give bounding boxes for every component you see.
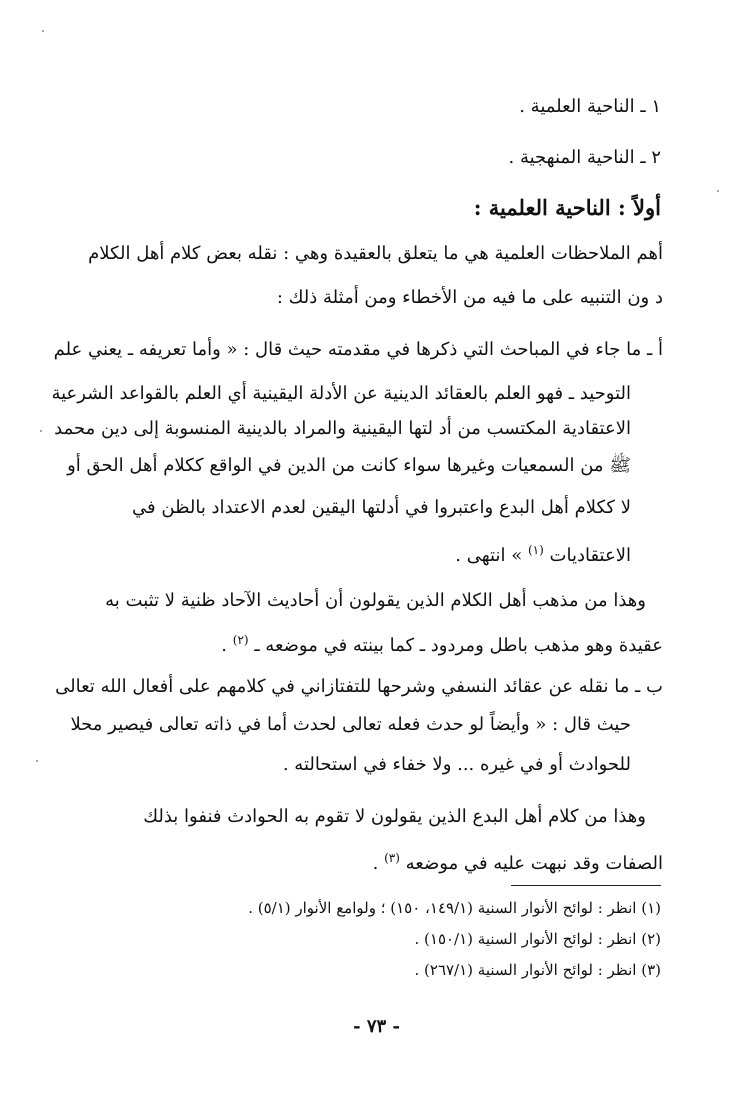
line-text: عقيدة وهو مذهب باطل ومردود ـ كما بينته في موضعه ـ [254, 635, 663, 656]
scan-speck [42, 30, 44, 32]
page-number: - ٧٣ - [353, 1016, 400, 1037]
paragraph-line: أهم الملاحظات العلمية هي ما يتعلق بالعقيدة وهي : نقله بعض كلام أهل الكلام [88, 243, 663, 264]
section-heading: أولاً : الناحية العلمية : [473, 195, 661, 220]
footnote-1: (١) انظر : لوائح الأنوار السنية (١٤٩/١، ١٥٠) ؛ ولوامع الأنوار (٥/١) . [248, 899, 661, 917]
paragraph-line: الاعتقادية المكتسب من أد لتها اليقينية والمراد بالدينية المنسوبة إلى دين محمد [54, 418, 631, 439]
scan-speck [36, 760, 38, 762]
paragraph-line: للحوادث أو في غيره ... ولا خفاء في استحالته . [282, 754, 631, 775]
paragraph-line: حيث قال : « وأيضاً لو حدث فعله تعالى لحدث أما في ذاته تعالى فيصير محلا [70, 714, 631, 735]
paragraph-line: وهذا من مذهب أهل الكلام الذين يقولون أن أحاديث الآحاد ظنية لا تثبت به [105, 590, 646, 611]
paragraph-line: ب ـ ما نقله عن عقائد النسفي وشرحها للتفتازاني في كلامهم على أفعال الله تعالى [55, 676, 663, 697]
line-text: الصفات وقد نبهت عليه في موضعه [405, 853, 663, 874]
list-item-2: ٢ ـ الناحية المنهجية . [508, 147, 661, 168]
footnote-separator [511, 885, 661, 886]
line-text: . [221, 635, 228, 656]
scan-speck [717, 190, 719, 192]
footnote-ref: (٣) [384, 851, 400, 865]
paragraph-line [0, 846, 663, 876]
scan-speck [40, 430, 42, 432]
paragraph-line: وهذا من كلام أهل البدع الذين يقولون لا تقوم به الحوادث فنفوا بذلك [143, 806, 646, 827]
footnote-3: (٣) انظر : لوائح الأنوار السنية (٢٦٧/١) . [414, 961, 661, 979]
paragraph-line: لا ككلام أهل البدع واعتبروا في أدلتها اليقين لعدم الاعتداد بالظن في [132, 497, 631, 518]
paragraph-line: التوحيد ـ فهو العلم بالعقائد الدينية عن الأدلة اليقينية أي العلم بالقواعد الشرعية [51, 383, 631, 404]
paragraph-line: أ ـ ما جاء في المباحث التي ذكرها في مقدمته حيث قال : « وأما تعريفه ـ يعني علم [53, 339, 663, 360]
line-text: . [372, 853, 379, 874]
paragraph-line: د ون التنبيه على ما فيه من الأخطاء ومن أمثلة ذلك : [276, 287, 663, 308]
list-item-1: ١ ـ الناحية العلمية . [519, 96, 661, 117]
footnote-ref: (٢) [232, 633, 249, 647]
footnote-2: (٢) انظر : لوائح الأنوار السنية (١٥٠/١) . [414, 930, 661, 948]
paragraph-line: ﷺ من السمعيات وغيرها سواء كانت من الدين في الواقع ككلام أهل الحق أو [67, 455, 631, 476]
line-text: » انتهى . [455, 545, 523, 566]
paragraph-line [0, 628, 663, 658]
paragraph-line [0, 538, 631, 568]
footnote-ref: (١) [527, 543, 544, 557]
line-text: الاعتقاديات [549, 545, 631, 566]
